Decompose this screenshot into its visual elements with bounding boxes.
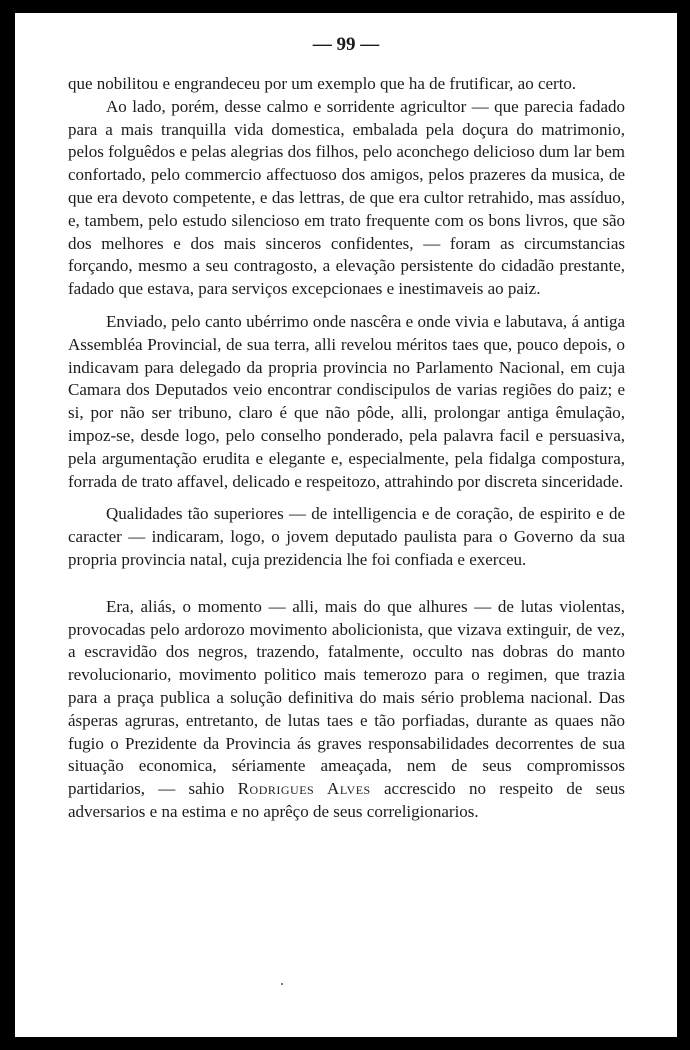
paragraph-4: Qualidades tão superiores — de intelligencia e de coração, de espirito e de caracter — indicaram, logo, o jovem deputado paulista para o Governo da sua propria provincia natal, cuja prezidencia lhe foi confiada e exerceu. [68, 504, 625, 569]
scan-speck [281, 983, 283, 985]
paragraph-5 [68, 596, 625, 824]
page-number: — 99 — [312, 34, 380, 55]
paragraph-5-text-before: Era, aliás, o momento — alli, mais do que alhures — de lutas violentas, provocadas pelo ardorozo movimento abolicionista, que vizava extinguir, de vez, a escravidão dos negros, trazendo, fatalmente, occulto nas dobras do manto revolucionario, movimento politico mais temerozo para o regimen, que trazia para a praça publica a solução definitiva do mais sério problema nacional. Das ásperas agruras, entretanto, de lutas taes e tão porfiadas, durante as quaes não fugio o Prezidente da Provincia ás graves responsabilidades decorrentes de sua situação economica, sériamente ameaçada, nem de seus compromissos partidarios, — sahio [68, 596, 625, 799]
paragraph-1: que nobilitou e engrandeceu por um exemplo que ha de frutificar, ao certo. [68, 74, 577, 93]
body-text [68, 73, 625, 824]
book-page [15, 13, 677, 1037]
person-name: Rodrigues Alves [237, 779, 371, 799]
paragraph-3: Enviado, pelo canto ubérrimo onde nascêra e onde vivia e labutava, á antiga Assembléa Provincial, de sua terra, alli revelou méritos taes que, pouco depois, o indicavam para delegado da propria provincia no Parlamento Nacional, em cuja Camara dos Deputados veio encontrar condiscipulos de varias regiões do paiz; e si, por não ser tribuno, claro é que não pôde, alli, prolongar antiga êmulação, impoz-se, desde logo, pelo conselho ponderado, pela palavra facil e persuasiva, pela argumentação erudita e elegante e, especialmente, pela fidalga compostura, forrada de trato affavel, delicado e respeitozo, attrahindo por discreta sinceridade. [68, 311, 625, 491]
paragraph-5-text-after: accrescido no respeito de seus adversarios e na estima e no aprêço de seus correligionarios. [68, 779, 625, 821]
paragraph-2: Ao lado, porém, desse calmo e sorridente agricultor — que parecia fadado para a mais tranquilla vida domestica, embalada pela doçura do matrimonio, pelos folguêdos e pelas alegrias dos filhos, pelo aconchego delicioso dum lar bem confortado, pelo commercio affectuoso dos amigos, pelos prazeres da musica, de que era devoto competente, e das lettras, de que era cultor retrahido, mas assíduo, e, tambem, pelo estudo silencioso em trato frequente com os bons livros, que são dos melhores e dos mais sinceros confidentes, — foram as circumstancias forçando, mesmo a seu contragosto, a elevação persistente do cidadão prestante, fadado que estava, para serviços excepcionaes e inestimaveis ao paiz. [68, 96, 625, 299]
